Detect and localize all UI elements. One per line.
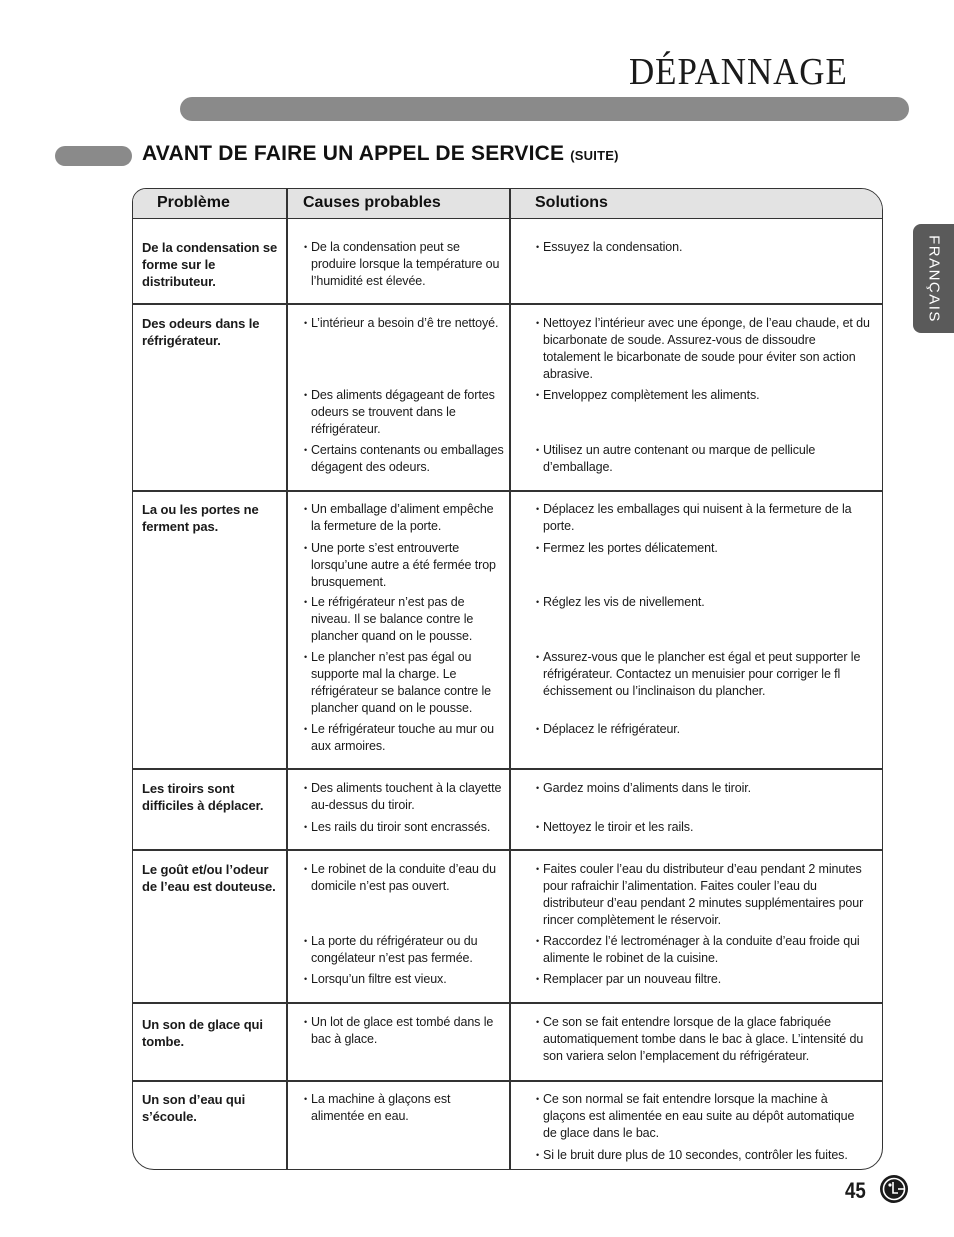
problem-cell: Un son d’eau qui s’écoule. — [142, 1092, 246, 1124]
cause-item: • Certains contenants ou emballages dégagent des odeurs. — [304, 442, 504, 476]
solution-item: • Assurez-vous que le plancher est égal et peut supporter le réfrigérateur. Contactez un menuisier pour corriger le fl échissement ou l’inclinaison du plancher. — [536, 649, 876, 700]
column-header-problem: Problème — [157, 194, 230, 211]
cause-item: • La porte du réfrigérateur ou du congélateur n’est pas fermée. — [304, 933, 504, 967]
cause-item: • L’intérieur a besoin d’ê tre nettoyé. — [304, 315, 504, 332]
section-title — [142, 142, 619, 166]
solution-item: • Gardez moins d’aliments dans le tiroir. — [536, 780, 871, 797]
problem-cell: De la condensation se forme sur le distributeur. — [142, 240, 278, 289]
section-pill — [55, 146, 132, 166]
solution-item: • Ce son se fait entendre lorsque de la glace fabriquée automatiquement tombe dans le bac à glace. L’intensité du son variera selon l’emplacement du réfrigérateur. — [536, 1014, 876, 1065]
section-title-text: AVANT DE FAIRE UN APPEL DE SERVICE — [142, 142, 565, 165]
cause-item: • Les rails du tiroir sont encrassés. — [304, 819, 504, 836]
solution-item: • Utilisez un autre contenant ou marque de pellicule d’emballage. — [536, 442, 836, 476]
column-header-causes: Causes probables — [303, 194, 441, 211]
column-divider — [509, 189, 511, 1169]
cause-item: • Lorsqu’un filtre est vieux. — [304, 971, 504, 988]
solution-item: • Réglez les vis de nivellement. — [536, 594, 871, 611]
lg-logo — [879, 1174, 909, 1204]
cause-item: • Le robinet de la conduite d’eau du domicile n’est pas ouvert. — [304, 861, 504, 895]
language-tab-label: FRANÇAIS — [925, 234, 942, 323]
cause-item: • Le réfrigérateur n’est pas de niveau. Il se balance contre le plancher quand on le pousse. — [304, 594, 504, 645]
solution-item: • Essuyez la condensation. — [536, 239, 876, 256]
solution-item: • Ce son normal se fait entendre lorsque la machine à glaçons est alimentée en eau suite au dépôt automatique de glace dans le bac. — [536, 1091, 871, 1142]
troubleshooting-table — [132, 188, 883, 1170]
row-divider — [133, 849, 882, 851]
problem-cell: Un son de glace qui tombe. — [142, 1017, 263, 1049]
language-tab — [913, 224, 954, 333]
cause-item: • La machine à glaçons est alimentée en eau. — [304, 1091, 504, 1125]
solution-item: • Fermez les portes délicatement. — [536, 540, 871, 557]
row-divider — [133, 303, 882, 305]
table-header — [133, 189, 882, 219]
cause-item: • Une porte s’est entrouverte lorsqu’une autre a été fermée trop brusquement. — [304, 540, 504, 591]
solution-item: • Si le bruit dure plus de 10 secondes, contrôler les fuites. — [536, 1147, 876, 1164]
solution-item: • Déplacez le réfrigérateur. — [536, 721, 871, 738]
cause-item: • De la condensation peut se produire lorsque la température ou l’humidité est élevée. — [304, 239, 504, 290]
page-title: DÉPANNAGE — [629, 51, 848, 93]
column-divider — [286, 189, 288, 1169]
problem-cell: La ou les portes ne ferment pas. — [142, 502, 259, 534]
problem-cell: Les tiroirs sont difficiles à déplacer. — [142, 781, 264, 813]
solution-item: • Déplacez les emballages qui nuisent à la fermeture de la porte. — [536, 501, 871, 535]
cause-item: • Un emballage d’aliment empêche la fermeture de la porte. — [304, 501, 504, 535]
solution-item: • Raccordez l’é lectroménager à la conduite d’eau froide qui alimente le robinet de la cuisine. — [536, 933, 876, 967]
row-divider — [133, 768, 882, 770]
problem-cell: Le goût et/ou l’odeur de l’eau est douteuse. — [142, 862, 276, 894]
row-divider — [133, 1002, 882, 1004]
cause-item: • Des aliments touchent à la clayette au-dessus du tiroir. — [304, 780, 504, 814]
cause-item: • Des aliments dégageant de fortes odeurs se trouvent dans le réfrigérateur. — [304, 387, 504, 438]
cause-item: • Un lot de glace est tombé dans le bac à glace. — [304, 1014, 504, 1048]
row-divider — [133, 490, 882, 492]
solution-item: • Nettoyez le tiroir et les rails. — [536, 819, 871, 836]
solution-item: • Nettoyez l’intérieur avec une éponge, de l’eau chaude, et du bicarbonate de soude. Assurez-vous de dissoudre totalement le bicarbonate de soude pour éviter son action abrasive. — [536, 315, 871, 383]
row-divider — [133, 1080, 882, 1082]
problem-cell: Des odeurs dans le réfrigérateur. — [142, 316, 260, 348]
column-header-solutions: Solutions — [535, 194, 608, 211]
page-number: 45 — [845, 1178, 866, 1203]
solution-item: • Remplacer par un nouveau filtre. — [536, 971, 871, 988]
solution-item: • Faites couler l’eau du distributeur d’eau pendant 2 minutes pour rafraichir l’alimentation. Faites couler l’eau du distributeur d’eau pendant 2 minutes supplémentaires pour rincer complètement le réservoir. — [536, 861, 876, 929]
solution-item: • Enveloppez complètement les aliments. — [536, 387, 871, 404]
cause-item: • Le réfrigérateur touche au mur ou aux armoires. — [304, 721, 504, 755]
section-title-suffix: (SUITE) — [570, 148, 619, 163]
cause-item: • Le plancher n’est pas égal ou supporte mal la charge. Le réfrigérateur se balance contre le plancher quand on le pousse. — [304, 649, 504, 717]
header-bar — [180, 97, 909, 121]
